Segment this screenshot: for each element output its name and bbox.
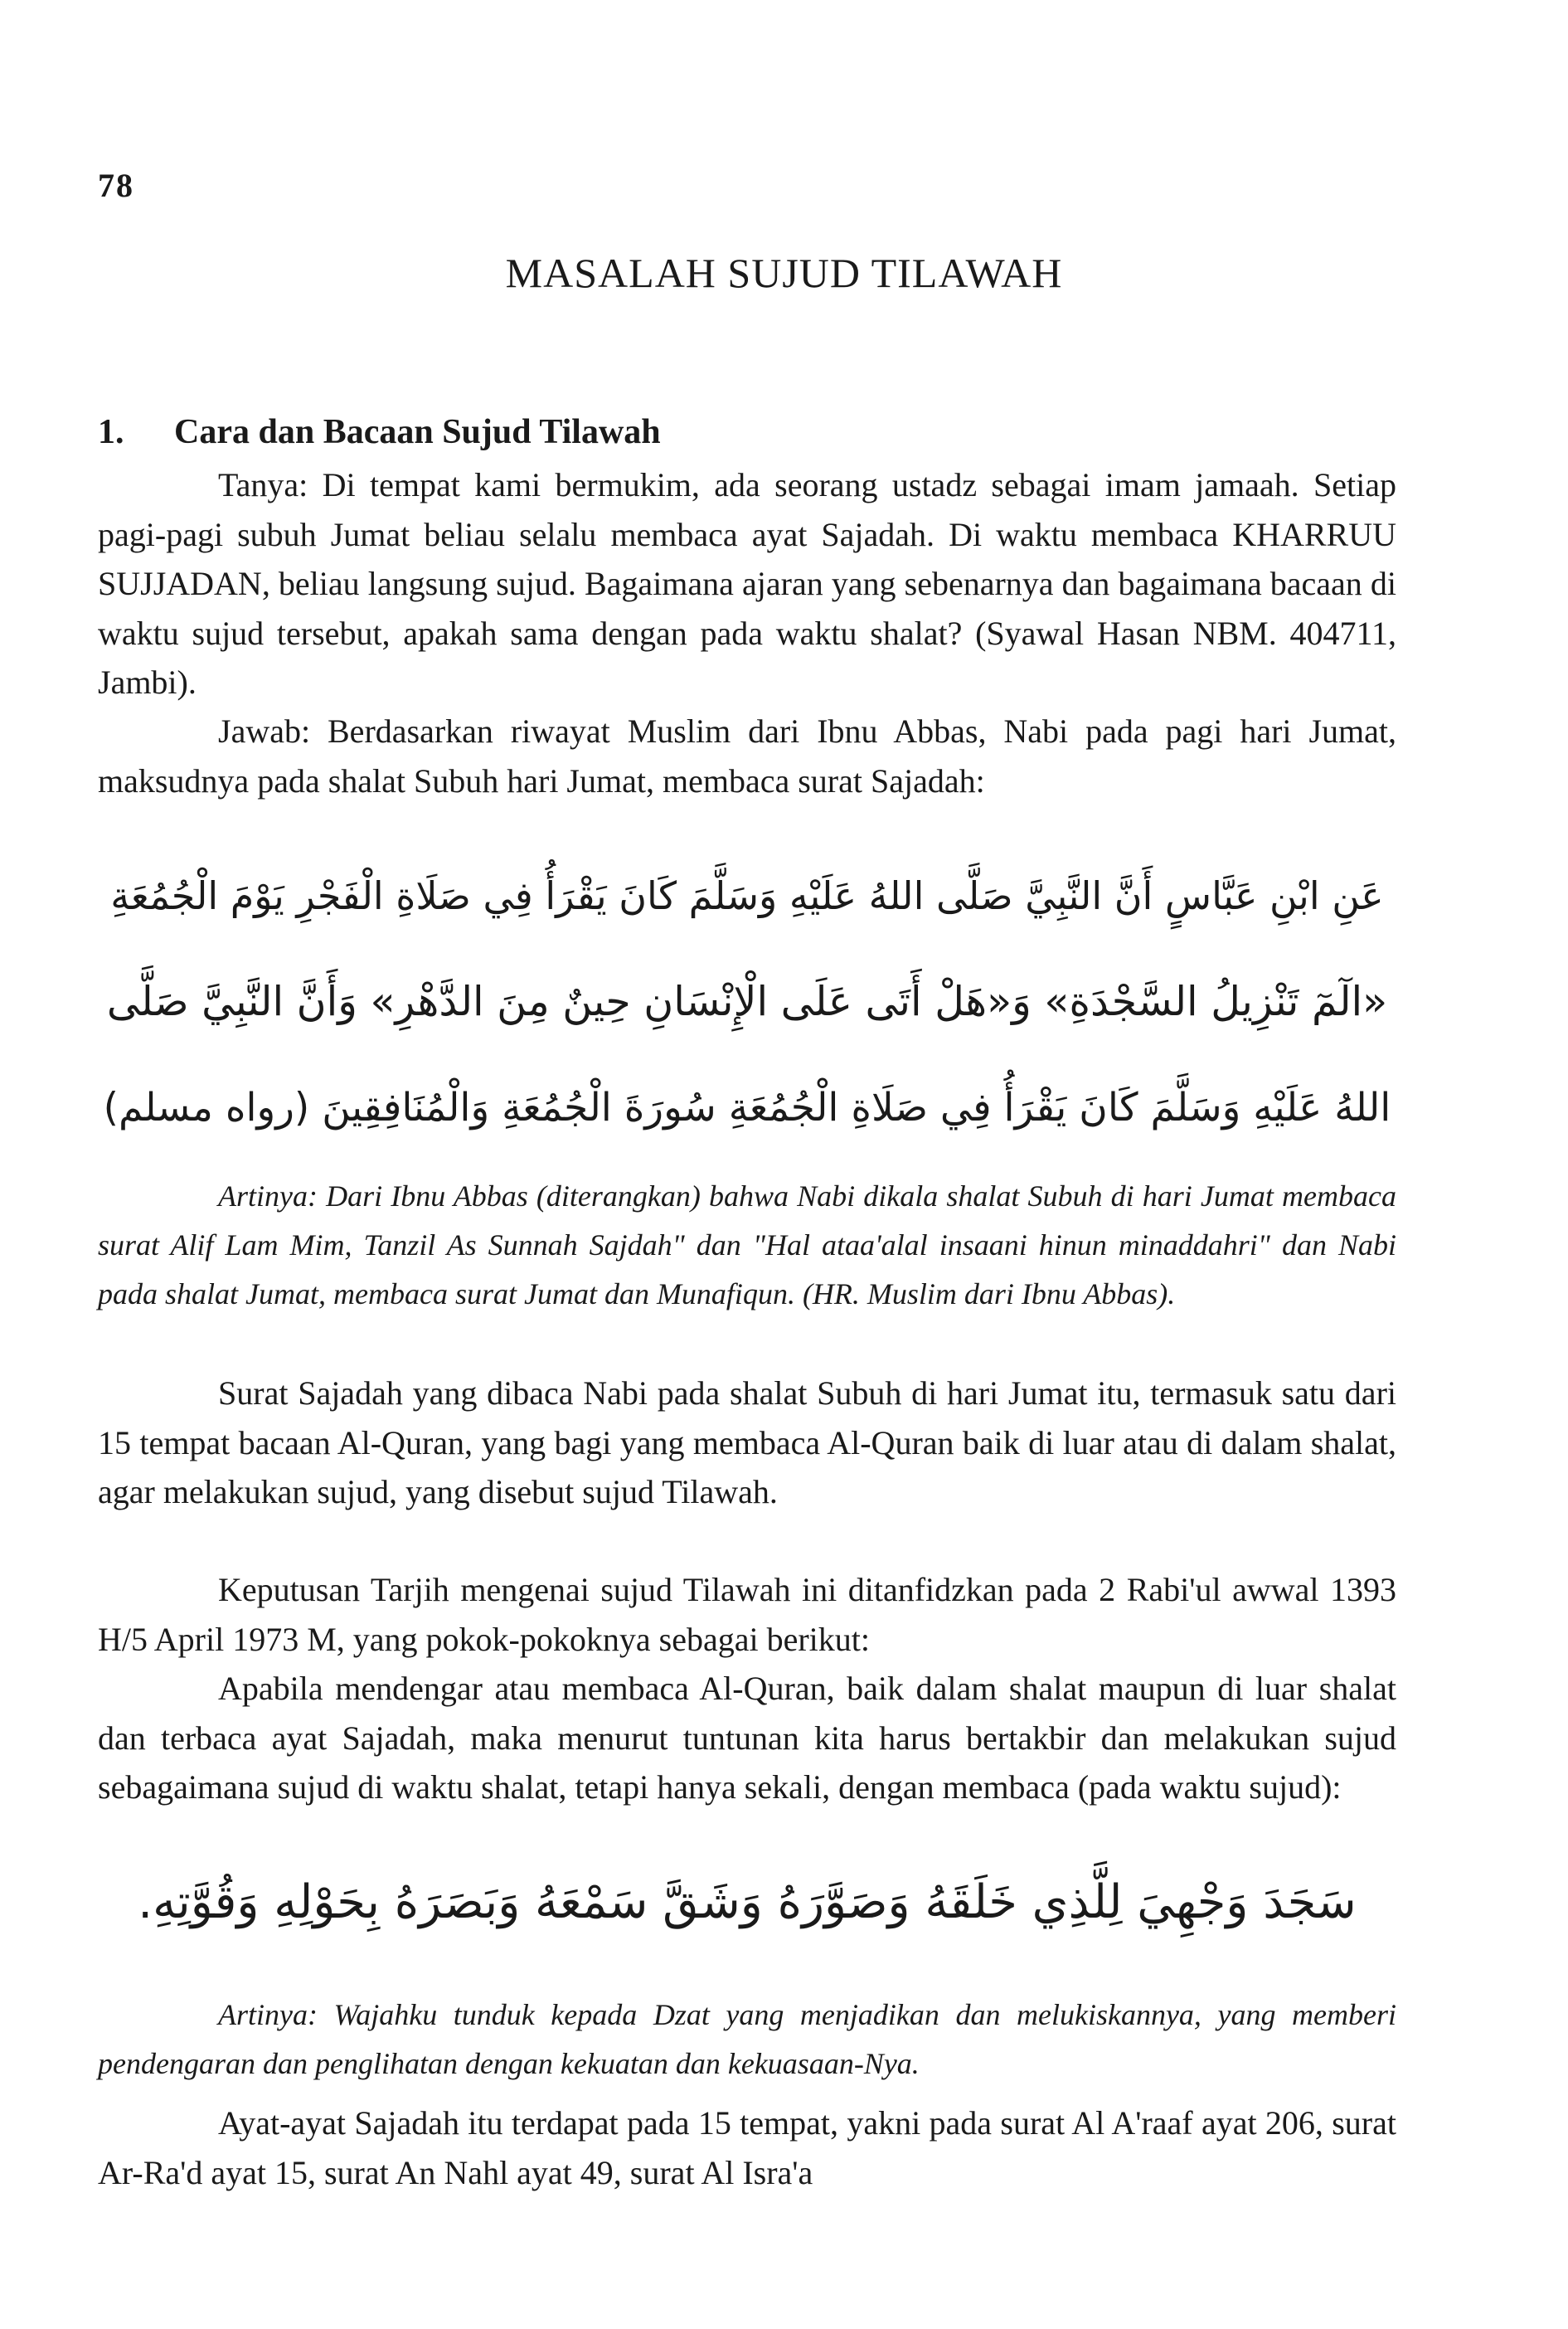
hadith-translation: Artinya: Dari Ibnu Abbas (diterangkan) bahwa Nabi dikala shalat Subuh di hari Jumat membaca surat Alif Lam Mim, Tanzil As Sunnah Sajdah" dan "Hal ataa'alal insaani hinun minaddahri" dan Nabi pada shalat Jumat, membaca surat Jumat dan Munafiqun. (HR. Muslim dari Ibnu Abbas). bbox=[98, 1179, 1396, 1310]
section-number: 1. bbox=[98, 413, 124, 451]
section-heading bbox=[98, 412, 661, 452]
chapter-title: MASALAH SUJUD TILAWAH bbox=[505, 250, 1063, 296]
hadith-arabic-line-1: عَنِ ابْنِ عَبَّاسٍ أَنَّ النَّبِيَّ صَلَّى اللهُ عَلَيْهِ وَسَلَّمَ كَانَ يَقْرَأُ فِي صَلَاةِ الْفَجْرِ يَوْمَ الْجُمُعَةِ bbox=[110, 873, 1384, 918]
hadith-arabic-line-2: «الٓمٓ تَنْزِيلُ السَّجْدَةِ» وَ«هَلْ أَتَى عَلَى الْإِنْسَانِ حِينٌ مِنَ الدَّهْرِ» وَأَنَّ النَّبِيَّ صَلَّى bbox=[106, 978, 1388, 1025]
paragraph-2: Keputusan Tarjih mengenai sujud Tilawah ini ditanfidzkan pada 2 Rabi'ul awwal 1393 H/5 April 1973 M, yang pokok-pokoknya sebagai berikut: bbox=[98, 1571, 1396, 1658]
dua-translation: Artinya: Wajahku tunduk kepada Dzat yang menjadikan dan melukiskannya, yang memberi pendengaran dan penglihatan dengan kekuatan dan kekuasaan-Nya. bbox=[98, 1998, 1396, 2080]
paragraph-3: Apabila mendengar atau membaca Al-Quran, baik dalam shalat maupun di luar shalat dan terbaca ayat Sajadah, maka menurut tuntunan kita harus bertakbir dan melakukan sujud sebagaimana sujud di waktu shalat, tetapi hanya sekali, dengan membaca (pada waktu sujud): bbox=[98, 1670, 1396, 1806]
question-paragraph: Tanya: Di tempat kami bermukim, ada seorang ustadz sebagai imam jamaah. Setiap pagi-pagi subuh Jumat beliau selalu membaca ayat Sajadah. Di waktu membaca KHARRUU SUJJADAN, beliau langsung sujud. Bagaimana ajaran yang sebenarnya dan bagaimana bacaan di waktu sujud tersebut, apakah sama dengan pada waktu shalat? (Syawal Hasan NBM. 404711, Jambi). bbox=[98, 466, 1396, 702]
section-title: Cara dan Bacaan Sujud Tilawah bbox=[174, 413, 661, 451]
answer-intro-paragraph: Jawab: Berdasarkan riwayat Muslim dari Ibnu Abbas, Nabi pada pagi hari Jumat, maksudnya pada shalat Subuh hari Jumat, membaca surat Sajadah: bbox=[98, 712, 1396, 800]
dua-arabic: سَجَدَ وَجْهِيَ لِلَّذِي خَلَقَهُ وَصَوَّرَهُ وَشَقَّ سَمْعَهُ وَبَصَرَهُ بِحَوْلِهِ وَقُوَّتِهِ. bbox=[138, 1875, 1357, 1929]
paragraph-4: Ayat-ayat Sajadah itu terdapat pada 15 tempat, yakni pada surat Al A'raaf ayat 206, surat Ar-Ra'd ayat 15, surat An Nahl ayat 49, surat Al Isra'a bbox=[98, 2104, 1396, 2191]
hadith-arabic-line-3: اللهُ عَلَيْهِ وَسَلَّمَ كَانَ يَقْرَأُ فِي صَلَاةِ الْجُمُعَةِ سُورَةَ الْجُمُعَةِ وَالْمُنَافِقِينَ (رواه مسلم) bbox=[103, 1085, 1391, 1130]
paragraph-1: Surat Sajadah yang dibaca Nabi pada shalat Subuh di hari Jumat itu, termasuk satu dari 15 tempat bacaan Al-Quran, yang bagi yang membaca Al-Quran baik di luar atau di dalam shalat, agar melakukan sujud, yang disebut sujud Tilawah. bbox=[98, 1374, 1396, 1511]
page-number: 78 bbox=[98, 167, 134, 204]
